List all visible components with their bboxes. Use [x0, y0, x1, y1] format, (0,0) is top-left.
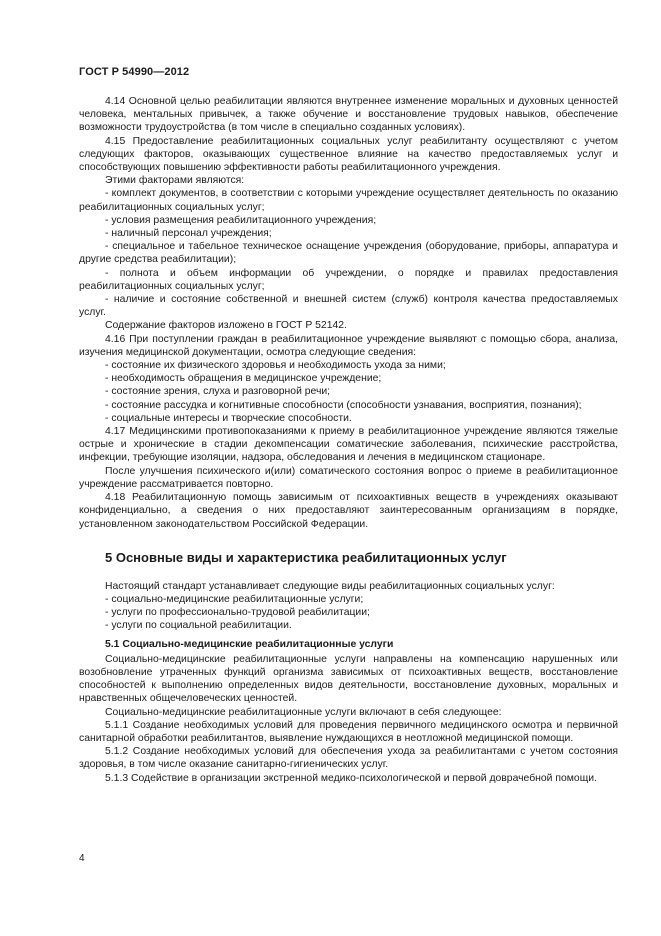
factors-intro: Этими факторами являются:: [105, 175, 245, 187]
list-item: - наличный персонал учреждения;: [105, 228, 272, 240]
paragraph-5-1-2: 5.1.2 Создание необходимых условий для обеспечения ухода за реабилитантами с учетом состояния здоровья, в том числе оказание санитарно-гигиенических услуг.: [79, 746, 618, 771]
list-item: - комплект документов, в соответствии с которыми учреждение осуществляет деятельность по оказанию реабилитационных социальных услуг;: [79, 188, 618, 213]
list-item: - состояние их физического здоровья и необходимость ухода за ними;: [105, 360, 446, 372]
page-number: 4: [79, 853, 85, 864]
paragraph-5-1-3: 5.1.3 Содействие в организации экстренной медико-психологической и первой доврачебной помощи.: [105, 772, 597, 784]
list-item: - условия размещения реабилитационного учреждения;: [105, 214, 377, 226]
paragraph-4-16: 4.16 При поступлении граждан в реабилитационное учреждение выявляют с помощью сбора, анализа, изучения медицинской документации, осмотра следующие сведения:: [79, 333, 618, 358]
subsection-5-1-heading: 5.1 Социально-медицинские реабилитационные услуги: [105, 638, 394, 650]
list-item: - необходимость обращения в медицинское учреждение;: [105, 373, 382, 385]
paragraph-4-15: 4.15 Предоставление реабилитационных социальных услуг реабилитанту осуществляют с учетом следующих факторов, оказывающих существенное влияние на качество предоставляемых услуг и способствующих повышению эффективности работы реабилитационного учреждения.: [79, 135, 618, 174]
list-item: - наличие и состояние собственной и внешней систем (служб) контроля качества предоставляемых услуг.: [79, 294, 618, 319]
paragraph-4-17-continued: После улучшения психического и(или) соматического состояния вопрос о приеме в реабилитационное учреждение рассматривается повторно.: [79, 465, 618, 490]
paragraph-4-14: 4.14 Основной целью реабилитации являются внутреннее изменение моральных и духовных ценностей человека, ментальных привычек, а также обучение и восстановление трудовых навыков, обеспечение возможности трудоустройства (в том числе в специально созданных условиях).: [79, 96, 618, 134]
document-body: [79, 95, 618, 785]
factors-reference: Содержание факторов изложено в ГОСТ Р 52142.: [105, 320, 347, 332]
list-item: - социально-медицинские реабилитационные услуги;: [105, 593, 364, 605]
section-5-heading: 5 Основные виды и характеристика реабилитационных услуг: [105, 549, 507, 565]
list-item: - услуги по профессионально-трудовой реабилитации;: [105, 607, 370, 619]
paragraph-5-1-a: Социально-медицинские реабилитационные услуги направлены на компенсацию нарушенных или возобновление утраченных функций организма зависимых от психоактивных веществ, восстановление способностей к выполнению определенных видов деятельности, восстановление духовных, моральных и нравственных общечеловеческих ценностей.: [79, 653, 618, 705]
paragraph-5-1-1: 5.1.1 Создание необходимых условий для проведения первичного медицинского осмотра и первичной санитарной обработки реабилитантов, выявление нуждающихся в неотложной медицинской помощи.: [79, 719, 618, 744]
list-item: - состояние зрения, слуха и разговорной речи;: [105, 386, 331, 398]
paragraph-5-1-b: Социально-медицинские реабилитационные услуги включают в себя следующее:: [105, 706, 502, 718]
list-item: - специальное и табельное техническое оснащение учреждения (оборудование, приборы, аппаратура и другие средства реабилитации);: [79, 241, 618, 266]
list-item: - полнота и объем информации об учреждении, о порядке и правилах предоставления реабилитационных социальных услуг;: [79, 267, 618, 292]
list-item: - услуги по социальной реабилитации.: [105, 620, 292, 632]
section-5-intro: Настоящий стандарт устанавливает следующие виды реабилитационных социальных услуг:: [105, 580, 555, 592]
list-item: - социальные интересы и творческие способности.: [105, 412, 352, 424]
paragraph-4-18: 4.18 Реабилитационную помощь зависимым от психоактивных веществ в учреждениях оказывают конфиденциально, а сведения о них предоставляют заинтересованным организациям в порядке, установленном законодательством Российской Федерации.: [79, 492, 618, 530]
paragraph-4-17: 4.17 Медицинскими противопоказаниями к приему в реабилитационное учреждение являются тяжелые острые и хронические в стадии декомпенсации соматические заболевания, психические расстройства, инфекции, требующие изоляции, надзора, обследования и лечения в медицинском стационаре.: [79, 426, 618, 464]
list-item: - состояние рассудка и когнитивные способности (способности узнавания, восприятия, познания);: [105, 399, 582, 411]
document-header: ГОСТ Р 54990—2012: [79, 66, 190, 78]
